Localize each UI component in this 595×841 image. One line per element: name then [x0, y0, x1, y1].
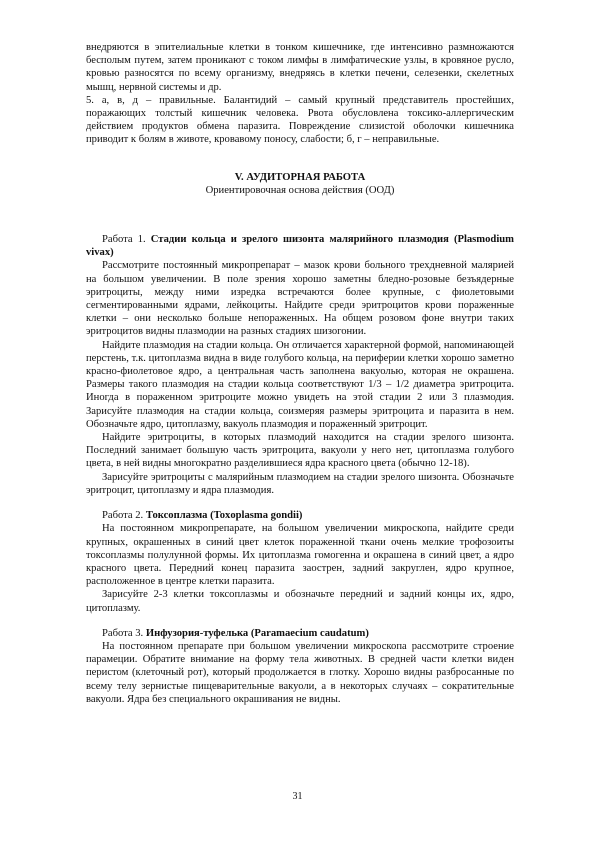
- work-1-name: Стадии кольца и зрелого шизонта малярийного плазмодия (Plasmodium vivax): [86, 234, 514, 259]
- section-subtitle: Ориентировочная основа действия (ООД): [205, 184, 395, 196]
- work-1-paragraph: Рассмотрите постоянный микропрепарат – мазок крови больного трехдневной малярией на большом увеличении. В поле зрения хорошо заметны бледно-розовые безъядерные эритроциты, между ними изредка встречаются более крупные, с фиолетовыми сегментированными ядрами, лейкоциты. Найдите среди эритроцитов крови пораженные клетки – они несколько больше непораженных. На общем розовом фоне внутри таких эритроцитов видны плазмодии на разных стадиях шизогонии.: [86, 260, 514, 338]
- work-1-title: [86, 233, 514, 259]
- document-page: [86, 41, 514, 706]
- work-1-paragraph: Найдите эритроциты, в которых плазмодий находится на стадии зрелого шизонта. Последний занимает большую часть эритроцита, вакуоли у него нет, цитоплазма голубого цвета, в ней видны многократно разделившиеся ядра красного цвета (обычно 12-18).: [86, 432, 514, 470]
- work-3-prefix: Работа 3.: [102, 627, 146, 639]
- work-2-title: [86, 509, 514, 522]
- intro-paragraph-1: внедряются в эпителиальные клетки в тонком кишечнике, где интенсивно размножаются бесполым путем, затем проникают с током лимфы в лимфатические узлы, в кровяное русло, кровью разносятся по всему организму, внедряясь в клетки печени, селезенки, скелетных мышц, нервной системы и др.: [86, 42, 514, 93]
- intro-paragraph-2: 5. а, в, д – правильные. Балантидий – самый крупный представитель простейших, поражающих толстый кишечник человека. Рвота обусловлена токсико-аллергическим действием продуктов обмена паразита. Повреждение слизистой оболочки кишечника приводит к болям в животе, кровавому поносу, слабости; б, г – неправильные.: [86, 94, 514, 146]
- work-3-paragraph: На постоянном препарате при большом увеличении микроскопа рассмотрите строение парамеции. Обратите внимание на форму тела животных. В средней части клетки виден перистом (клеточный рот), который продолжается в глотку. Хорошо видны разбросанные по всему телу зернистые пищеварительные вакуоли, а в некоторых случаях – сократительные вакуоли. Ядра без специального окрашивания не видны.: [86, 640, 514, 705]
- work-1-paragraph: Найдите плазмодия на стадии кольца. Он отличается характерной формой, напоминающей перстень, т.к. цитоплазма видна в виде голубого кольца, на периферии клетки хорошо заметно красно-фиолетовое ядро, а центральная часть заполнена вакуолью, которая не окрашена. Размеры такого плазмодия на стадии кольца соответствуют 1/3 – 1/2 диаметра эритроцита. Иногда в пораженном эритроците можно увидеть на этой стадии 2 или 3 плазмодия. Зарисуйте плазмодия на стадии кольца, соизмеряя размеры эритроцита и паразита в нем. Обозначьте ядро, цитоплазму, вакуоль плазмодия и пораженный эритроцит.: [86, 339, 514, 430]
- work-2-paragraph: На постоянном микропрепарате, на большом увеличении микроскопа, найдите среди крупных, окрашенных в синий цвет клеток пораженной ткани очень мелкие трофозоиты токсоплазмы полулунной формы. Их цитоплазма гомогенна и окрашена в синий цвет, а ядро красного цвета. Передний конец паразита заострен, задний закруглен, ядро крупное, расположенное в центре клетки паразита.: [86, 523, 514, 588]
- section-title: V. АУДИТОРНАЯ РАБОТА: [234, 171, 366, 183]
- work-2-prefix: Работа 2.: [102, 510, 146, 522]
- work-1-paragraph: Зарисуйте эритроциты с малярийным плазмодием на стадии зрелого шизонта. Обозначьте эритроцит, цитоплазму и ядра плазмодия.: [86, 471, 514, 496]
- work-2-name: Токсоплазма (Toxoplasma gondii): [145, 510, 303, 522]
- work-3-title: [86, 627, 514, 640]
- work-2-paragraph: Зарисуйте 2-3 клетки токсоплазмы и обозначьте передний и задний концы их, ядро, цитоплазму.: [86, 589, 514, 614]
- work-3-name: Инфузория-туфелька (Paramaecium caudatum): [145, 627, 369, 639]
- work-1-prefix: Работа 1.: [102, 234, 151, 246]
- page-number: 31: [292, 791, 303, 802]
